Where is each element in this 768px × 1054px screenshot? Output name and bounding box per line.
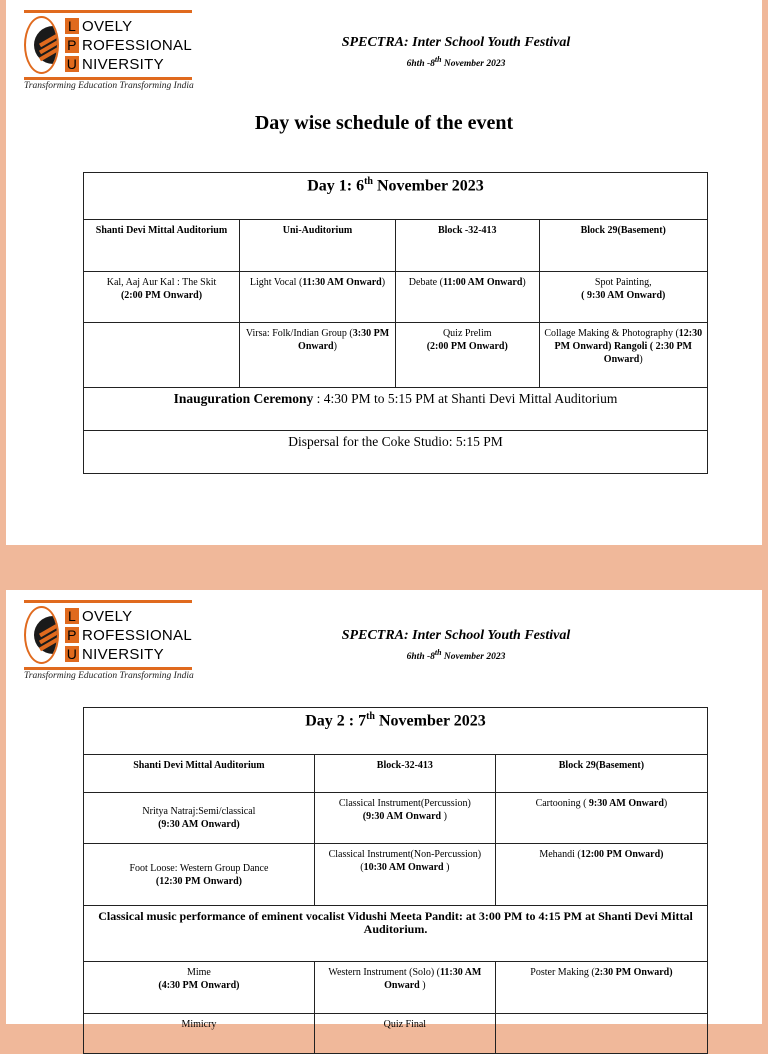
venue-header: Block 29(Basement)	[539, 220, 707, 272]
event-cell: Collage Making & Photography (12:30 PM Onward) Rangoli ( 2:30 PM Onward)	[539, 323, 707, 388]
schedule-page-1	[6, 0, 762, 545]
festival-header	[306, 35, 606, 69]
venue-header: Block -32-413	[396, 220, 540, 272]
event-cell: Classical Instrument(Non-Percussion)(10:30 AM Onward )	[314, 844, 495, 906]
event-cell	[495, 1014, 707, 1054]
venue-header: Shanti Devi Mittal Auditorium	[84, 755, 315, 793]
event-cell: Spot Painting, ( 9:30 AM Onward)	[539, 272, 707, 323]
venue-header: Block-32-413	[314, 755, 495, 793]
event-cell: Mimicry	[84, 1014, 315, 1054]
classical-performance-row: Classical music performance of eminent vocalist Vidushi Meeta Pandit: at 3:00 PM to 4:15 PM at Shanti Devi Mittal Auditorium.	[84, 906, 708, 962]
venue-header: Uni-Auditorium	[240, 220, 396, 272]
festival-header	[306, 628, 606, 662]
festival-title: SPECTRA: Inter School Youth Festival	[341, 628, 571, 643]
tagline: Transforming Education Transforming India	[24, 671, 194, 681]
schedule-page-2	[6, 590, 762, 1030]
day2-heading: Day 2 : 7th November 2023	[84, 708, 708, 755]
day1-heading: Day 1: 6th November 2023	[84, 173, 708, 220]
event-cell: Mehandi (12:00 PM Onward)	[495, 844, 707, 906]
event-cell: Western Instrument (Solo) (11:30 AM Onward )	[314, 962, 495, 1014]
event-cell: Light Vocal (11:30 AM Onward)	[240, 272, 396, 323]
event-cell: Mime (4:30 PM Onward)	[84, 962, 315, 1014]
event-cell	[84, 323, 240, 388]
event-cell: Nritya Natraj:Semi/classical (9:30 AM Onward)	[84, 793, 315, 844]
event-cell: Foot Loose: Western Group Dance (12:30 PM Onward)	[84, 844, 315, 906]
university-seal-icon	[24, 16, 59, 74]
event-cell: Cartooning ( 9:30 AM Onward)	[495, 793, 707, 844]
tagline: Transforming Education Transforming India	[24, 81, 194, 91]
university-seal-icon	[24, 606, 59, 664]
dispersal-row: Dispersal for the Coke Studio: 5:15 PM	[84, 431, 708, 474]
event-cell: Poster Making (2:30 PM Onward)	[495, 962, 707, 1014]
venue-header: Block 29(Basement)	[495, 755, 707, 793]
event-cell: Virsa: Folk/Indian Group (3:30 PM Onward)	[240, 323, 396, 388]
festival-dates: 6hth -8th November 2023	[406, 55, 506, 70]
day1-schedule-table	[83, 172, 708, 474]
university-logo: L OVELY P ROFESSIONAL U NIVERSITY Transforming Education Transforming India	[24, 10, 192, 91]
event-cell: Quiz Prelim (2:00 PM Onward)	[396, 323, 540, 388]
venue-header: Shanti Devi Mittal Auditorium	[84, 220, 240, 272]
festival-title: SPECTRA: Inter School Youth Festival	[341, 35, 571, 50]
event-cell: Classical Instrument(Percussion) (9:30 AM Onward )	[314, 793, 495, 844]
page-title: Day wise schedule of the event	[254, 112, 514, 134]
inauguration-row: Inauguration Ceremony : 4:30 PM to 5:15 PM at Shanti Devi Mittal Auditorium	[84, 388, 708, 431]
festival-dates: 6hth -8th November 2023	[406, 648, 506, 663]
event-cell: Kal, Aaj Aur Kal : The Skit (2:00 PM Onward)	[84, 272, 240, 323]
day2-schedule-table	[83, 707, 708, 1054]
event-cell: Debate (11:00 AM Onward)	[396, 272, 540, 323]
event-cell: Quiz Final	[314, 1014, 495, 1054]
university-logo: L OVELY P ROFESSIONAL U NIVERSITY Transforming Education Transforming India	[24, 600, 192, 681]
